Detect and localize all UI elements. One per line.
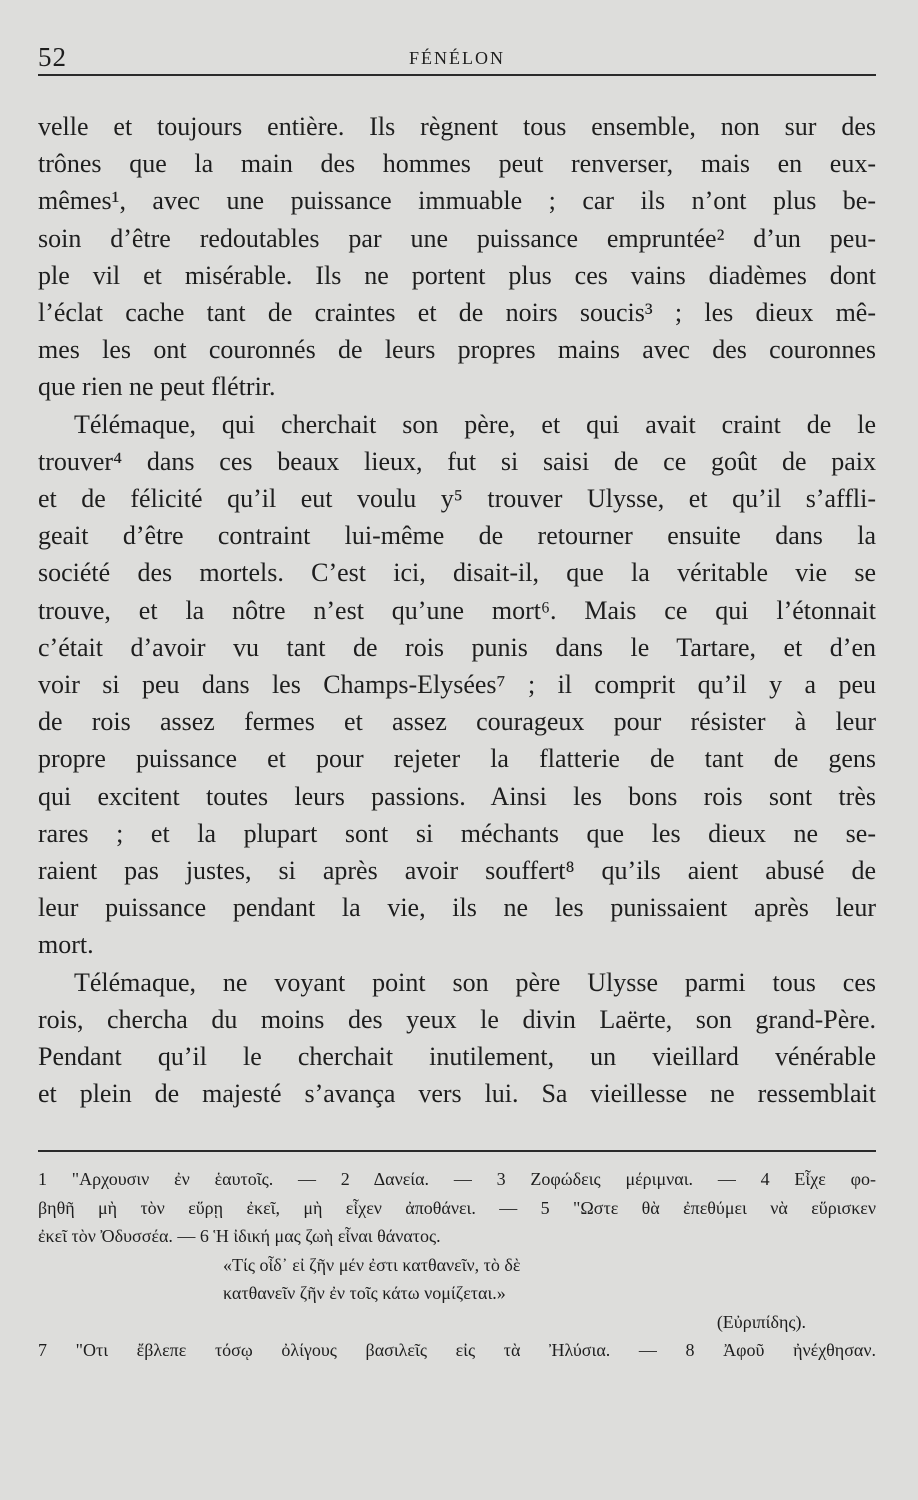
page-header bbox=[38, 42, 876, 74]
body-line: velle et toujours entière. Ils règnent tous ensemble, non sur des bbox=[38, 112, 876, 141]
body-line: qui excitent toutes leurs passions. Ainsi les bons rois sont très bbox=[38, 781, 876, 811]
body-line: l’éclat cache tant de craintes et de noirs soucis³ ; les dieux mê- bbox=[38, 298, 876, 328]
body-line: et de félicité qu’il eut voulu y⁵ trouver Ulysse, et qu’il s’affli- bbox=[38, 484, 876, 514]
footnote-quote-line: «Τίς οἶδ᾽ εἰ ζῆν μέν ἐστι κατθανεῖν, τὸ δὲ bbox=[223, 1254, 521, 1275]
body-line: de rois assez fermes et assez courageux pour résister à leur bbox=[38, 707, 876, 737]
footnote-line: βηθῆ μὴ τὸν εὕρῃ ἐκεῖ, μὴ εἶχεν ἀποθάνει. — 5 "Ωστε θὰ ἐπεθύμει νὰ εὕρισκεν bbox=[38, 1197, 876, 1218]
header-rule bbox=[38, 74, 876, 76]
running-head: FÉNÉLON bbox=[409, 48, 505, 68]
body-line: société des mortels. C’est ici, disait-il, que la véritable vie se bbox=[38, 558, 876, 588]
body-line: propre puissance et pour rejeter la flatterie de tant de gens bbox=[38, 744, 876, 774]
body-line: Pendant qu’il le cherchait inutilement, un vieillard vénérable bbox=[38, 1042, 876, 1072]
body-text bbox=[38, 108, 876, 1112]
body-line: voir si peu dans les Champs-Elysées⁷ ; il comprit qu’il y a peu bbox=[38, 670, 876, 700]
body-line: et plein de majesté s’avança vers lui. Sa vieillesse ne ressemblait bbox=[38, 1079, 876, 1109]
body-line: trouver⁴ dans ces beaux lieux, fut si saisi de ce goût de paix bbox=[38, 446, 876, 476]
body-line: soin d’être redoutables par une puissance empruntée² d’un peu- bbox=[38, 223, 876, 253]
body-line: c’était d’avoir vu tant de rois punis dans le Tartare, et d’en bbox=[38, 632, 876, 662]
page-number: 52 bbox=[38, 42, 67, 72]
body-line: trouve, et la nôtre n’est qu’une mort⁶. Mais ce qui l’étonnait bbox=[38, 595, 876, 625]
footnotes bbox=[38, 1165, 876, 1365]
footnote-rule bbox=[38, 1150, 876, 1152]
body-line: mêmes¹, avec une puissance immuable ; car ils n’ont plus be- bbox=[38, 186, 876, 216]
body-line: Télémaque, ne voyant point son père Ulysse parmi tous ces bbox=[74, 967, 876, 997]
footnote-line: 1 "Αρχουσιν ἐν ἑαυτοῖς. — 2 Δανεία. — 3 Ζοφώδεις μέριμναι. — 4 Εἶχε φο- bbox=[38, 1169, 876, 1189]
body-line: geait d’être contraint lui-même de retourner ensuite dans la bbox=[38, 521, 876, 551]
footnote-quote-line: κατθανεῖν ζῆν ἐν τοῖς κάτω νομίζεται.» bbox=[223, 1283, 506, 1303]
body-line: mes les ont couronnés de leurs propres mains avec des couronnes bbox=[38, 335, 876, 365]
body-line: mort. bbox=[38, 930, 94, 960]
body-line: ple vil et misérable. Ils ne portent plus ces vains diadèmes dont bbox=[38, 260, 876, 290]
body-line: raient pas justes, si après avoir souffert⁸ qu’ils aient abusé de bbox=[38, 856, 876, 886]
body-line: leur puissance pendant la vie, ils ne les punissaient après leur bbox=[38, 893, 876, 923]
footnote-attribution: (Εὐριπίδης). bbox=[716, 1311, 806, 1332]
body-line: rois, chercha du moins des yeux le divin Laërte, son grand-Père. bbox=[38, 1004, 876, 1034]
body-line: rares ; et la plupart sont si méchants que les dieux ne se- bbox=[38, 818, 876, 848]
footnote-line: 7 "Οτι ἔβλεπε τόσῳ ὀλίγους βασιλεῖς εἰς τὰ Ἠλύσια. — 8 Ἀφοῦ ἠνέχθησαν. bbox=[38, 1340, 876, 1360]
body-line: Télémaque, qui cherchait son père, et qui avait craint de le bbox=[74, 409, 876, 439]
footnote-line: ἐκεῖ τὸν Ὀδυσσέα. — 6 Ἡ ἰδική μας ζωὴ εἶναι θάνατος. bbox=[38, 1226, 441, 1246]
body-line: que rien ne peut flétrir. bbox=[38, 372, 276, 402]
body-line: trônes que la main des hommes peut renverser, mais en eux- bbox=[38, 149, 876, 179]
